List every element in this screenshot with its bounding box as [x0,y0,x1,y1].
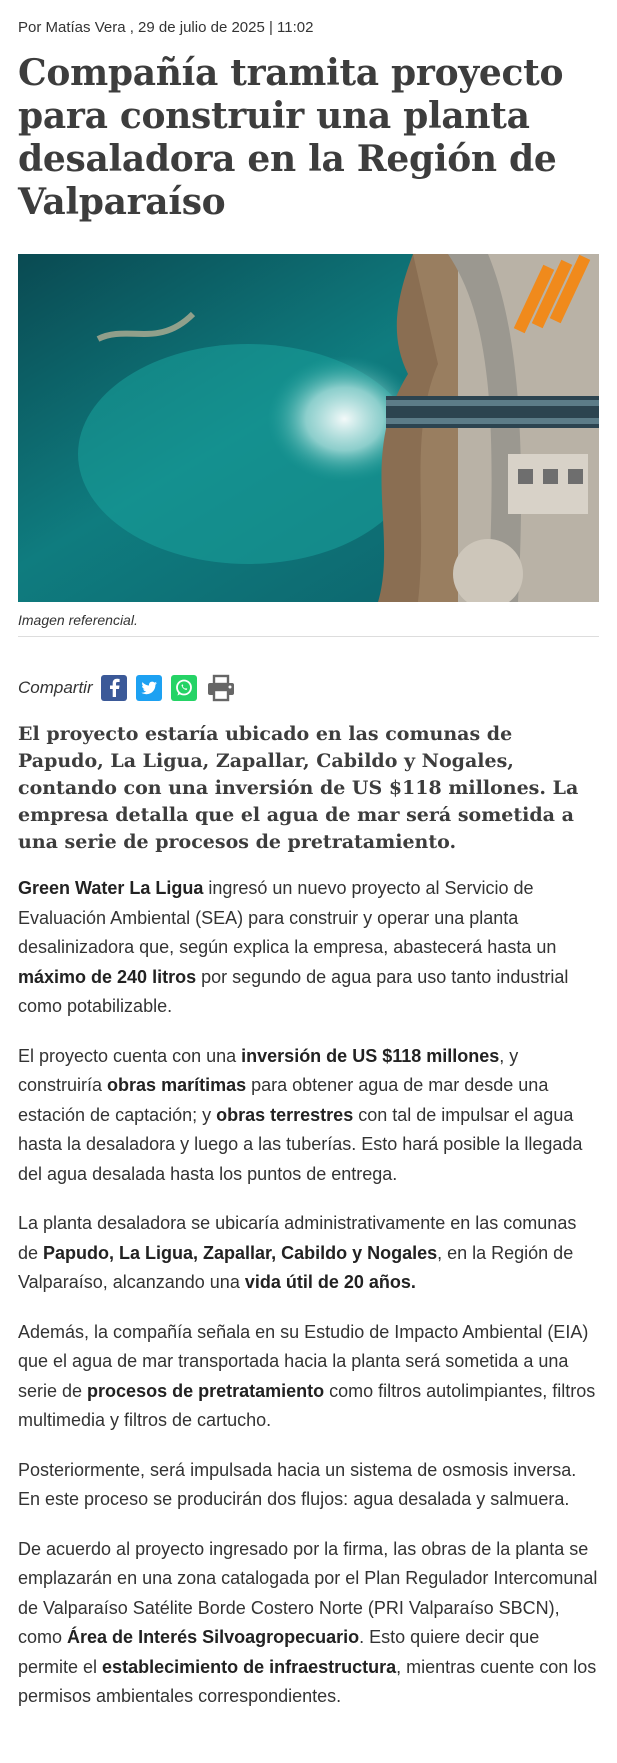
bold-text: Green Water La Ligua [18,878,204,898]
print-icon[interactable] [206,675,236,701]
article-paragraph [18,1042,599,1190]
bold-text: establecimiento de infraestructura [102,1656,397,1677]
paragraph-text: con tal de impulsar el agua hasta la desaladora y luego a las tuberías. Esto hará posible la llegada del agua desalada hasta los puntos de entrega. [18,1104,583,1184]
paragraph-text: El proyecto cuenta con una [18,1045,242,1066]
article-paragraph [18,1456,599,1515]
paragraph-text: Posteriormente, será impulsada hacia un sistema de osmosis inversa. En este proceso se producirán dos flujos: agua desalada y salmuera. [18,1459,577,1509]
paragraph-text: De acuerdo al proyecto ingresado por la firma, las obras de la planta se emplazarán en una zona catalogada por el Plan Regulador Intercomunal de Valparaíso Satélite Borde Costero Norte (PRI Valparaíso SBCN), como [18,1538,598,1647]
article-hero-image [18,254,599,602]
bold-text: Papudo, La Ligua, Zapallar, Cabildo y Nogales [43,1242,438,1263]
share-label: Compartir [18,678,93,697]
share-bar [18,673,599,703]
bold-text: obras marítimas [107,1075,247,1095]
paragraph-text: para obtener agua de mar desde una estación de captación; y [18,1075,549,1125]
facebook-icon[interactable] [101,675,127,701]
image-caption: Imagen referencial. [18,612,599,637]
article-title: Compañía tramita proyecto para construir una planta desaladora en la Región de Valparaíso [18,52,564,223]
bold-text: vida útil de 20 años. [244,1272,416,1292]
article-body [18,874,599,1712]
article-paragraph [18,874,599,1022]
article-paragraph [18,1535,599,1712]
bold-text: máximo de 240 litros [18,966,197,987]
paragraph-text: , en la Región de Valparaíso, alcanzando una [18,1242,574,1292]
article-byline: Por Matías Vera , 29 de julio de 2025 | 11:02 [18,19,314,36]
twitter-icon[interactable] [136,675,162,701]
bold-text: procesos de pretratamiento [87,1380,325,1401]
paragraph-text: La planta desaladora se ubicaría administrativamente en las comunas de [18,1213,577,1263]
paragraph-text: . Esto quiere decir que permite el [18,1627,540,1677]
bold-text: Área de Interés Silvoagropecuario [67,1627,360,1647]
paragraph-text: , y construiría [18,1045,519,1095]
article-lead: El proyecto estaría ubicado en las comunas de Papudo, La Ligua, Zapallar, Cabildo y Nogales, contando con una inversión de US $118 millones. La empresa detalla que el agua de mar será sometida a una serie de procesos de pretratamiento. [18,723,579,853]
article-paragraph [18,1209,599,1298]
bold-text: obras terrestres [216,1104,354,1125]
paragraph-text: , mientras cuente con los permisos ambientales correspondientes. [18,1656,597,1706]
paragraph-text: por segundo de agua para uso tanto industrial como potabilizable. [18,966,569,1016]
paragraph-text: ingresó un nuevo proyecto al Servicio de Evaluación Ambiental (SEA) para construir y operar una planta desalinizadora que, según explica la empresa, abastecerá hasta un [18,878,557,957]
bold-text: inversión de US $118 millones [241,1045,500,1066]
paragraph-text: Además, la compañía señala en su Estudio de Impacto Ambiental (EIA) que el agua de mar transportada hacia la planta será sometida a una serie de [18,1321,589,1401]
whatsapp-icon[interactable] [171,675,197,701]
paragraph-text: como filtros autolimpiantes, filtros multimedia y filtros de cartucho. [18,1380,596,1430]
article-paragraph [18,1318,599,1436]
